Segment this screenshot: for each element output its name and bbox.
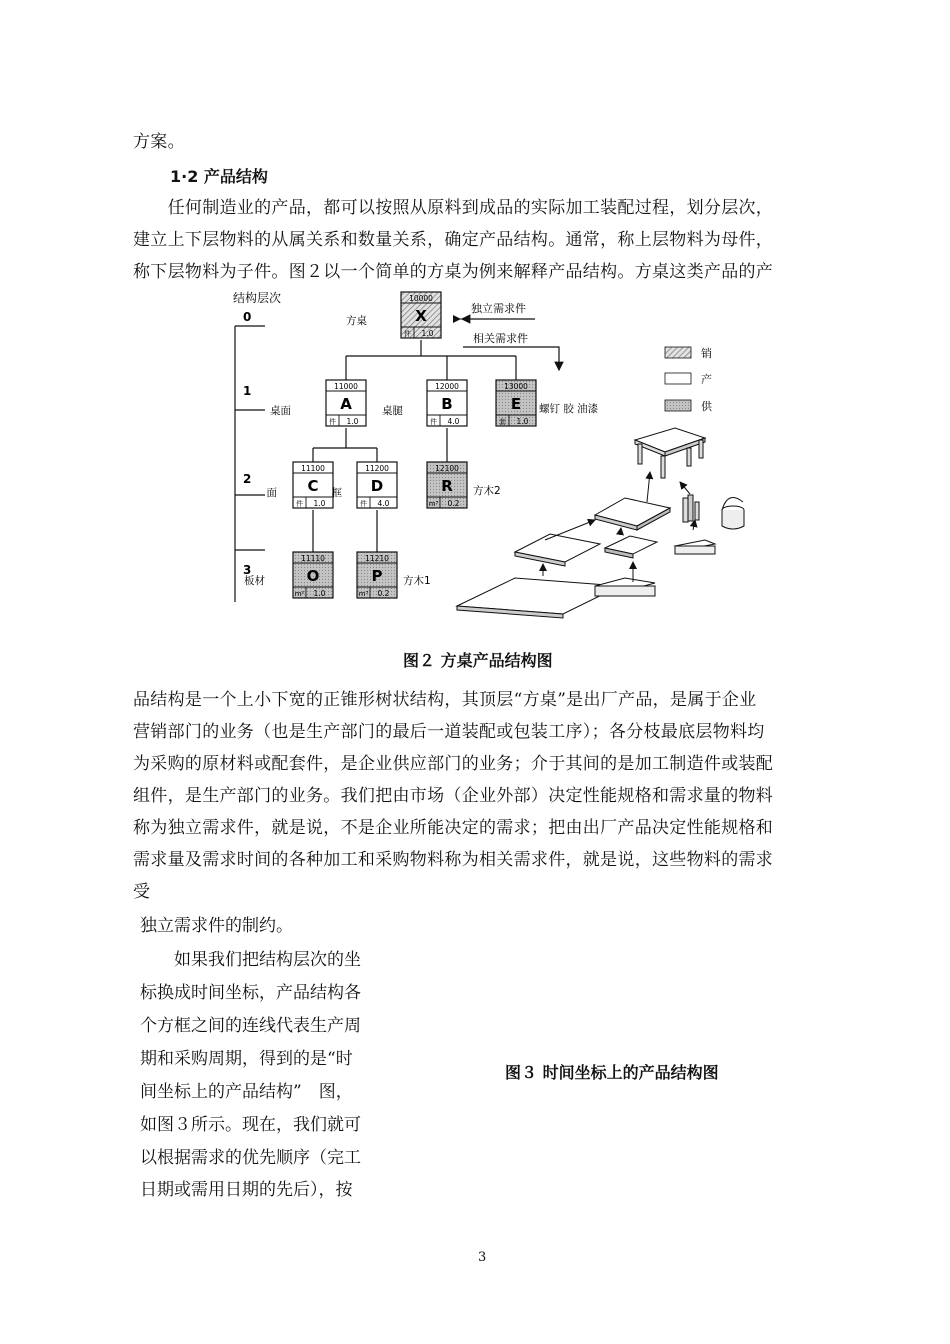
dependent-label: 相关需求件 bbox=[473, 332, 528, 345]
figure-2-caption: 图２ 方桌产品结构图 bbox=[403, 651, 553, 670]
level-axis-title: 结构层次 bbox=[233, 291, 282, 305]
text-line: 称为独立需求件，就是说，不是企业所能决定的需求；把由出厂产品决定性能规格和 bbox=[133, 818, 774, 838]
text-line: 受 bbox=[133, 882, 151, 902]
item-letter: C bbox=[307, 477, 319, 495]
figure-3-caption: 图３ 时间坐标上的产品结构图 bbox=[505, 1063, 719, 1082]
item-name: 方桌 bbox=[346, 315, 367, 327]
level-1 bbox=[235, 384, 265, 410]
item-name: 方木2 bbox=[473, 485, 501, 497]
item-letter: E bbox=[510, 395, 522, 413]
item-qty: 4.0 bbox=[377, 499, 390, 508]
figure-2-product-structure bbox=[225, 290, 745, 620]
item-qty: 4.0 bbox=[447, 417, 460, 426]
legend-sales: 销 bbox=[701, 347, 712, 360]
item-letter: O bbox=[306, 567, 320, 585]
text-line: 以根据需求的优先顺序（完工 bbox=[140, 1148, 361, 1168]
text-line: 品结构是一个上小下宽的正锥形树状结构，其顶层“方桌”是出厂产品，是属于企业 bbox=[133, 690, 757, 710]
text-line: 建立上下层物料的从属关系和数量关系，确定产品结构。通常，称上层物料为母件， bbox=[133, 230, 774, 250]
text-line: 如果我们把结构层次的坐 bbox=[140, 950, 361, 970]
section-heading: 1·2 产品结构 bbox=[170, 167, 268, 186]
svg-text:0: 0 bbox=[243, 310, 252, 324]
item-name: 桌腿 bbox=[382, 405, 403, 417]
item-qty: 1.0 bbox=[346, 417, 359, 426]
item-box-c bbox=[267, 462, 334, 508]
text-line: 日期或需用日期的先后），按 bbox=[140, 1180, 353, 1200]
item-box-d bbox=[332, 462, 398, 508]
item-code: 11100 bbox=[301, 464, 325, 473]
item-name: 板材 bbox=[244, 575, 265, 587]
item-qty: 1.0 bbox=[313, 589, 326, 598]
independent-demand-arrow bbox=[460, 301, 535, 319]
item-unit: 件 bbox=[360, 500, 367, 508]
item-qty: 0.2 bbox=[447, 499, 460, 508]
page-number: 3 bbox=[478, 1250, 487, 1265]
legend-supply: 供 bbox=[701, 400, 712, 413]
text-line: 营销部门的业务（也是生产部门的最后一道装配或包装工序）；各分枝最底层物料均 bbox=[133, 722, 765, 742]
item-qty: 1.0 bbox=[516, 417, 529, 426]
item-code: 12100 bbox=[435, 464, 459, 473]
item-code: 10000 bbox=[409, 294, 433, 303]
text-line: 任何制造业的产品，都可以按照从原料到成品的实际加工装配过程，划分层次， bbox=[133, 198, 774, 218]
item-box-a bbox=[270, 380, 366, 426]
assembly-illustration bbox=[457, 428, 744, 618]
item-unit: 套 bbox=[499, 418, 506, 426]
level-0 bbox=[235, 310, 265, 326]
para3-first-line: 独立需求件的制约。 bbox=[140, 916, 293, 936]
item-code: 13000 bbox=[504, 382, 528, 391]
item-code: 11200 bbox=[365, 464, 389, 473]
item-letter: R bbox=[441, 477, 453, 495]
dependent-demand-arrow bbox=[463, 331, 559, 370]
text-line: 间坐标上的产品结构” 图， bbox=[140, 1082, 353, 1102]
item-name: 螺钉 胶 油漆 bbox=[539, 403, 599, 415]
intro-line: 方案。 bbox=[133, 132, 185, 152]
text-line: 如图３所示。现在，我们就可 bbox=[140, 1115, 361, 1135]
svg-text:3: 3 bbox=[243, 563, 252, 577]
item-name: 框 bbox=[331, 487, 342, 499]
item-letter: A bbox=[340, 395, 352, 413]
svg-text:2: 2 bbox=[243, 472, 252, 486]
text-line: 为采购的原材料或配套件，是企业供应部门的业务；介于其间的是加工制造件或装配 bbox=[133, 754, 774, 774]
item-unit: 件 bbox=[296, 500, 303, 508]
item-letter: B bbox=[441, 395, 453, 413]
item-box-b bbox=[382, 380, 467, 426]
item-letter: P bbox=[371, 567, 383, 585]
item-name: 方木1 bbox=[403, 575, 431, 587]
item-qty: 1.0 bbox=[421, 329, 434, 338]
text-line: 组件，是生产部门的业务。我们把由市场（企业外部）决定性能规格和需求量的物料 bbox=[133, 786, 774, 806]
tree-connectors bbox=[313, 340, 516, 552]
item-code: 12000 bbox=[435, 382, 459, 391]
item-box-x bbox=[346, 292, 441, 338]
svg-text:1: 1 bbox=[243, 384, 252, 398]
item-unit: 件 bbox=[404, 330, 411, 338]
item-unit: m³ bbox=[428, 500, 439, 508]
item-qty: 0.2 bbox=[377, 589, 390, 598]
item-unit: m³ bbox=[358, 590, 369, 598]
item-name: 桌面 bbox=[270, 405, 291, 417]
text-line: 称下层物料为子件。图２以一个简单的方桌为例来解释产品结构。方桌这类产品的产 bbox=[133, 262, 774, 282]
item-code: 11000 bbox=[334, 382, 358, 391]
item-code: 11110 bbox=[301, 554, 325, 563]
independent-label: 独立需求件 bbox=[471, 302, 526, 315]
text-line: 期和采购周期，得到的是“时 bbox=[140, 1049, 353, 1069]
level-3 bbox=[235, 550, 265, 577]
legend bbox=[665, 346, 713, 413]
item-box-e bbox=[496, 380, 599, 426]
item-unit: 件 bbox=[329, 418, 336, 426]
item-box-o bbox=[244, 552, 333, 598]
item-letter: X bbox=[415, 307, 427, 325]
item-box-r bbox=[427, 462, 501, 508]
item-unit: 件 bbox=[430, 418, 437, 426]
item-letter: D bbox=[370, 477, 384, 495]
legend-production: 产 bbox=[701, 373, 712, 386]
item-qty: 1.0 bbox=[313, 499, 326, 508]
item-box-p bbox=[357, 552, 431, 598]
text-line: 需求量及需求时间的各种加工和采购物料称为相关需求件，就是说，这些物料的需求 bbox=[133, 850, 774, 870]
item-unit: m² bbox=[294, 590, 305, 598]
level-2 bbox=[235, 472, 265, 495]
text-line: 个方框之间的连线代表生产周 bbox=[140, 1016, 361, 1036]
text-line: 标换成时间坐标，产品结构各 bbox=[140, 983, 361, 1003]
item-code: 11210 bbox=[365, 554, 389, 563]
item-name: 面 bbox=[266, 487, 277, 499]
